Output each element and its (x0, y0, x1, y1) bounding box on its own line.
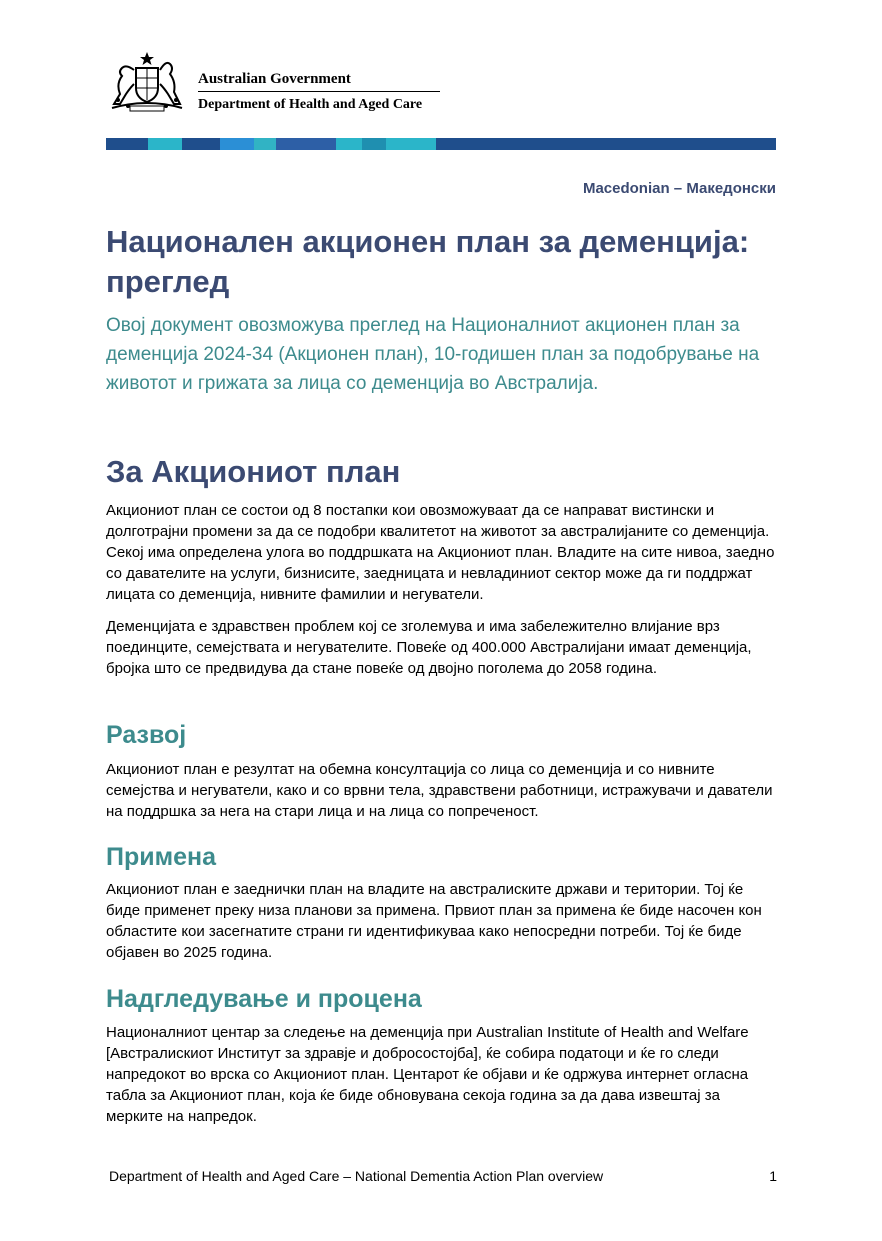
paragraph-about-2: Деменцијата е здравствен проблем кој се зголемува и има забележително влијание врз поединците, семејствата и негувателите. Повеќе од 400.000 Австралијани имаат деменција, бројка што се предвидува да стане повеќе од двојно поголема до 2058 година. (106, 618, 752, 677)
section-heading-about: За Акциониот план (106, 454, 401, 489)
paragraph-implementation: Акциониот план е заеднички план на владите на австралиските држави и територии. Тој ќе биде применет преку низа планови за примена. Првиот план за примена ќе биде насочен кон областите кои засегнатите страни ги идентификуваа како непосредни потреби. Тој ќе биде објавен во 2025 година. (106, 881, 762, 961)
page-number: 1 (769, 1168, 777, 1184)
section-heading-implementation: Примена (106, 843, 217, 871)
department-name: Department of Health and Aged Care (198, 97, 423, 112)
paragraph-development: Акциониот план е резултат на обемна консултација со лица со деменција и со нивните семејства и негуватели, како и со врвни тела, здравствени работници, истражувачи и даватели на поддршка за нега на стари лица и на лица со попреченост. (106, 761, 773, 820)
language-label: Macedonian – Македонски (582, 180, 776, 197)
page-header (106, 50, 776, 118)
government-name: Australian Government (198, 71, 351, 87)
government-wordmark (198, 70, 440, 113)
paragraph-about-1: Акциониот план се состои од 8 постапки кои овозможуваат да се направат вистински и долготрајни промени за да се подобри квалитетот на животот за австралијаните со деменција. Секој има определена улога во поддршката на Акциониот план. Владите на сите нивоа, заедно со давателите на услуги, бизнисите, заедницата и невладиниот сектор може да ги поддржат лицата со деменција, нивните фамилии и негуватели. (106, 502, 775, 603)
page-footer (109, 1168, 777, 1184)
paragraph-monitoring: Националниот центар за следење на деменција при Australian Institute of Health and Welfare [Австралискиот Институт за здравје и добросостојба], ќе собира податоци и ќе го следи напредокот во врска со Акциониот план. Центарот ќе објави и ќе одржува интернет огласна табла за Акциониот план, која ќе биде обновувана секоја година за да дава извештај за мерките на напредок. (106, 1024, 749, 1125)
intro-paragraph: Овој документ овозможува преглед на Националниот акционен план за деменција 2024-34 (Акционен план), 10-годишен план за подобрување на животот и грижата за лица со деменција во Австралија. (106, 315, 760, 394)
australian-coat-of-arms-icon (106, 50, 188, 114)
footer-text: Department of Health and Aged Care – National Dementia Action Plan overview (109, 1168, 604, 1184)
section-heading-monitoring: Надгледување и процена (106, 985, 422, 1013)
section-heading-development: Развој (106, 721, 187, 749)
wordmark-divider (198, 91, 440, 92)
page-title: Национален акционен план за деменција: преглед (106, 224, 750, 299)
colour-band (106, 138, 776, 150)
